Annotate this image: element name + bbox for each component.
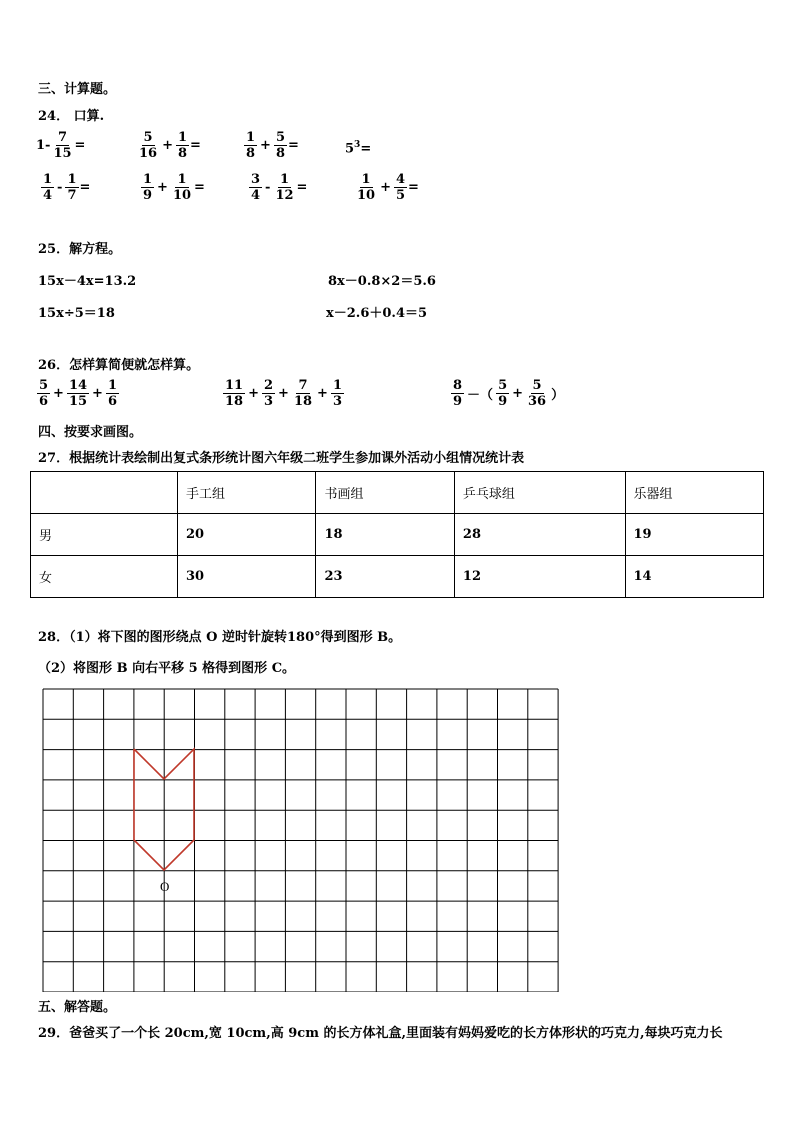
simplify-expr-2: $\frac{11}{18}$ + $\frac{2}{3}$ + $\frac{7}{18}$ + $\frac{1}{3}$ xyxy=(225,378,342,409)
fraction: $\frac{1}{4}$ xyxy=(43,172,53,203)
table-row xyxy=(31,514,764,556)
fraction: $\frac{2}{3}$ xyxy=(264,378,274,409)
table-cell: 30 xyxy=(178,556,316,598)
question-24-title: 24． 口算. xyxy=(38,109,105,124)
table-cell: 女 xyxy=(31,556,178,598)
question-25-title: 25．解方程。 xyxy=(38,242,122,257)
table-cell: 23 xyxy=(316,556,454,598)
oral-calc-2: $\frac{5}{16}$ + $\frac{1}{8}$ = xyxy=(139,130,201,161)
fraction: $\frac{1}{8}$ xyxy=(246,130,256,161)
simplify-expr-3: $\frac{8}{9}$ －（ $\frac{5}{9}$ + $\frac{5}{36}$ ） xyxy=(453,378,565,409)
table-cell: 18 xyxy=(316,514,454,556)
simplify-expr-1: $\frac{5}{6}$ + $\frac{14}{15}$ + $\frac{1}{6}$ xyxy=(39,378,117,409)
fraction: $\frac{1}{6}$ xyxy=(107,378,117,409)
fraction: $\frac{5}{9}$ xyxy=(498,378,508,409)
section-heading-3: 三、计算题。 xyxy=(38,82,117,97)
point-o-label: O xyxy=(160,879,170,894)
fraction: $\frac{1}{7}$ xyxy=(67,172,77,203)
oral-calc-4: $5^3=$ xyxy=(345,140,372,157)
question-26-title: 26．怎样算简便就怎样算。 xyxy=(38,358,200,373)
table-header-cell: 书画组 xyxy=(316,472,454,514)
oral-calc-1 xyxy=(36,130,85,161)
table-row xyxy=(31,556,764,598)
question-29-text: 29．爸爸买了一个长 20cm,宽 10cm,高 9cm 的长方体礼盒,里面装有妈妈爱吃的长方体形状的巧克力,每块巧克力长 xyxy=(38,1026,723,1041)
fraction: $\frac{5}{16}$ xyxy=(139,130,158,161)
oral-calc-5: $\frac{1}{4}$ - $\frac{1}{7}$ = xyxy=(43,172,91,203)
fraction: $\frac{4}{5}$ xyxy=(396,172,406,203)
table-cell: 19 xyxy=(625,514,764,556)
equation-2: 8x－0.8×2＝5.6 xyxy=(328,274,436,289)
table-cell: 12 xyxy=(454,556,625,598)
question-28-part1: 28．（1）将下图的图形绕点 O 逆时针旋转180°得到图形 B。 xyxy=(38,630,402,645)
oral-calc-8: $\frac{1}{10}$ + $\frac{4}{5}$ = xyxy=(357,172,419,203)
question-28-part2: （2）将图形 B 向右平移 5 格得到图形 C。 xyxy=(38,661,296,676)
equals-sign: = xyxy=(74,138,86,153)
fraction: $\frac{1}{8}$ xyxy=(178,130,188,161)
fraction: $\frac{8}{9}$ xyxy=(453,378,463,409)
grid-lines xyxy=(43,689,558,992)
fraction: $\frac{7}{15}$ xyxy=(53,130,72,161)
fraction: $\frac{1}{10}$ xyxy=(357,172,376,203)
fraction: $\frac{5}{36}$ xyxy=(528,378,547,409)
oral-calc-6: $\frac{1}{9}$ + $\frac{1}{10}$ = xyxy=(143,172,205,203)
integer-term: 1- xyxy=(36,138,51,153)
section-heading-4: 四、按要求画图。 xyxy=(38,425,143,440)
table-header-cell: 乐器组 xyxy=(625,472,764,514)
table-header-cell xyxy=(31,472,178,514)
fraction: $\frac{1}{10}$ xyxy=(172,172,192,203)
table-cell: 28 xyxy=(454,514,625,556)
fraction: $\frac{3}{4}$ xyxy=(251,172,261,203)
question-27-title: 27．根据统计表绘制出复式条形统计图六年级二班学生参加课外活动小组情况统计表 xyxy=(38,451,525,466)
table-cell: 20 xyxy=(178,514,316,556)
fraction: $\frac{7}{18}$ xyxy=(293,378,313,409)
table-cell: 男 xyxy=(31,514,178,556)
fraction: $\frac{14}{15}$ xyxy=(68,378,88,409)
fraction: $\frac{5}{8}$ xyxy=(275,130,285,161)
table-header-row xyxy=(31,472,764,514)
fraction: $\frac{1}{9}$ xyxy=(143,172,153,203)
fraction: $\frac{5}{6}$ xyxy=(39,378,49,409)
section-heading-5: 五、解答题。 xyxy=(38,1000,117,1015)
equation-1: 15x－4x=13.2 xyxy=(38,274,137,289)
fraction: $\frac{1}{3}$ xyxy=(332,378,342,409)
table-header-cell: 乒乓球组 xyxy=(454,472,625,514)
fraction: $\frac{1}{12}$ xyxy=(275,172,294,203)
oral-calc-7: $\frac{3}{4}$ - $\frac{1}{12}$ = xyxy=(251,172,308,203)
oral-calc-3: $\frac{1}{8}$ + $\frac{5}{8}$ = xyxy=(246,130,299,161)
table-cell: 14 xyxy=(625,556,764,598)
square-grid xyxy=(42,688,560,992)
table-header-cell: 手工组 xyxy=(178,472,316,514)
equation-3: 15x÷5＝18 xyxy=(38,306,115,321)
equation-4: x－2.6＋0.4＝5 xyxy=(326,306,428,321)
activity-stat-table xyxy=(30,471,764,598)
fraction: $\frac{11}{18}$ xyxy=(225,378,244,409)
